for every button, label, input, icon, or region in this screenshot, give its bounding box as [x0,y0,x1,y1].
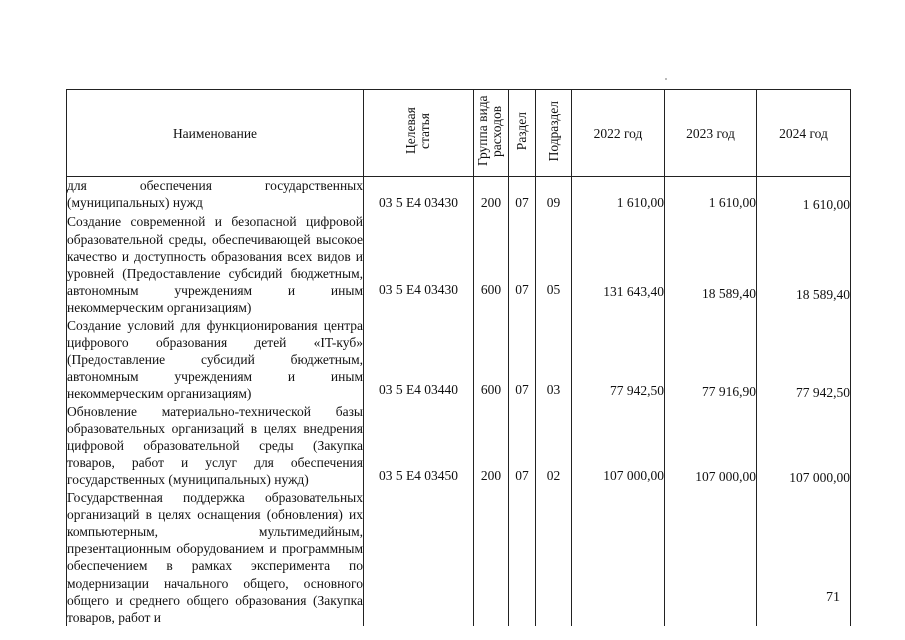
table-header-row [67,90,851,177]
row-section: 07 [509,177,536,214]
page-number: 71 [826,590,840,605]
row-name: Создание условий для функционирования центра цифрового образования детей «IT-куб» (Предоставление субсидий бюджетным, автономным учреждениям и иным некоммерческим организациям) [67,317,363,402]
row-section: 07 [509,317,536,403]
row-subsection: 05 [536,213,572,316]
row-2024: 1 610,00 [757,177,851,214]
row-target-article: 03 5 Е4 03430 [364,213,474,316]
header-subsection: Подраздел [536,90,572,177]
row-2024: 77 942,50 [757,317,851,403]
table-row [67,213,851,316]
row-2022: 107 000,00 [572,403,665,489]
header-section: Раздел [509,90,536,177]
row-target-article [364,489,474,627]
budget-table [66,89,851,626]
header-name: Наименование [67,90,364,177]
row-expense-group: 200 [474,177,509,214]
row-name: Государственная поддержка образовательных организаций в целях оснащения (обновления) их компьютерным, мультимедийным, презентационным оборудованием и программным обеспечением в рамках эксперимента по модернизации начального общего, основного общего и среднего общего образования (Закупка товаров, работ и [67,489,363,626]
row-subsection: 03 [536,317,572,403]
row-target-article: 03 5 Е4 03450 [364,403,474,489]
row-name: Создание современной и безопасной цифровой образовательной среды, обеспечивающей высокое качество и доступность образования всех видов и уровней (Предоставление субсидий бюджетным, автономным учреждениям и иным некоммерческим организациям) [67,214,363,316]
row-2022: 1 610,00 [572,177,665,214]
row-2024: 107 000,00 [757,403,851,489]
scan-speck [665,78,667,80]
header-2023: 2023 год [665,90,757,177]
row-section [509,489,536,627]
row-name: Обновление материально-технической базы образовательных организаций в целях внедрения цифровой образовательной среды (Закупка товаров, работ и услуг для обеспечения государственных (муниципальных) нужд) [67,403,363,488]
row-subsection: 02 [536,403,572,489]
row-expense-group: 600 [474,317,509,403]
row-2023 [665,489,757,627]
header-2024: 2024 год [757,90,851,177]
table-row [67,177,851,214]
header-target-article: Целевая статья [364,90,474,177]
row-2022 [572,489,665,627]
row-subsection: 09 [536,177,572,214]
row-2023: 107 000,00 [665,403,757,489]
row-expense-group: 200 [474,403,509,489]
row-section: 07 [509,213,536,316]
row-expense-group [474,489,509,627]
row-expense-group: 600 [474,213,509,316]
row-subsection [536,489,572,627]
row-target-article: 03 5 Е4 03440 [364,317,474,403]
row-2022: 131 643,40 [572,213,665,316]
row-target-article: 03 5 Е4 03430 [364,177,474,214]
table-row [67,489,851,627]
header-expense-group: Группа вида расходов [474,90,509,177]
header-2022: 2022 год [572,90,665,177]
row-name: для обеспечения государственных (муниципальных) нужд [67,177,364,214]
table-row [67,317,851,403]
row-2023: 18 589,40 [665,213,757,316]
row-2024: 18 589,40 [757,213,851,316]
table-row [67,403,851,489]
row-2023: 77 916,90 [665,317,757,403]
row-2022: 77 942,50 [572,317,665,403]
row-section: 07 [509,403,536,489]
row-2023: 1 610,00 [665,177,757,214]
